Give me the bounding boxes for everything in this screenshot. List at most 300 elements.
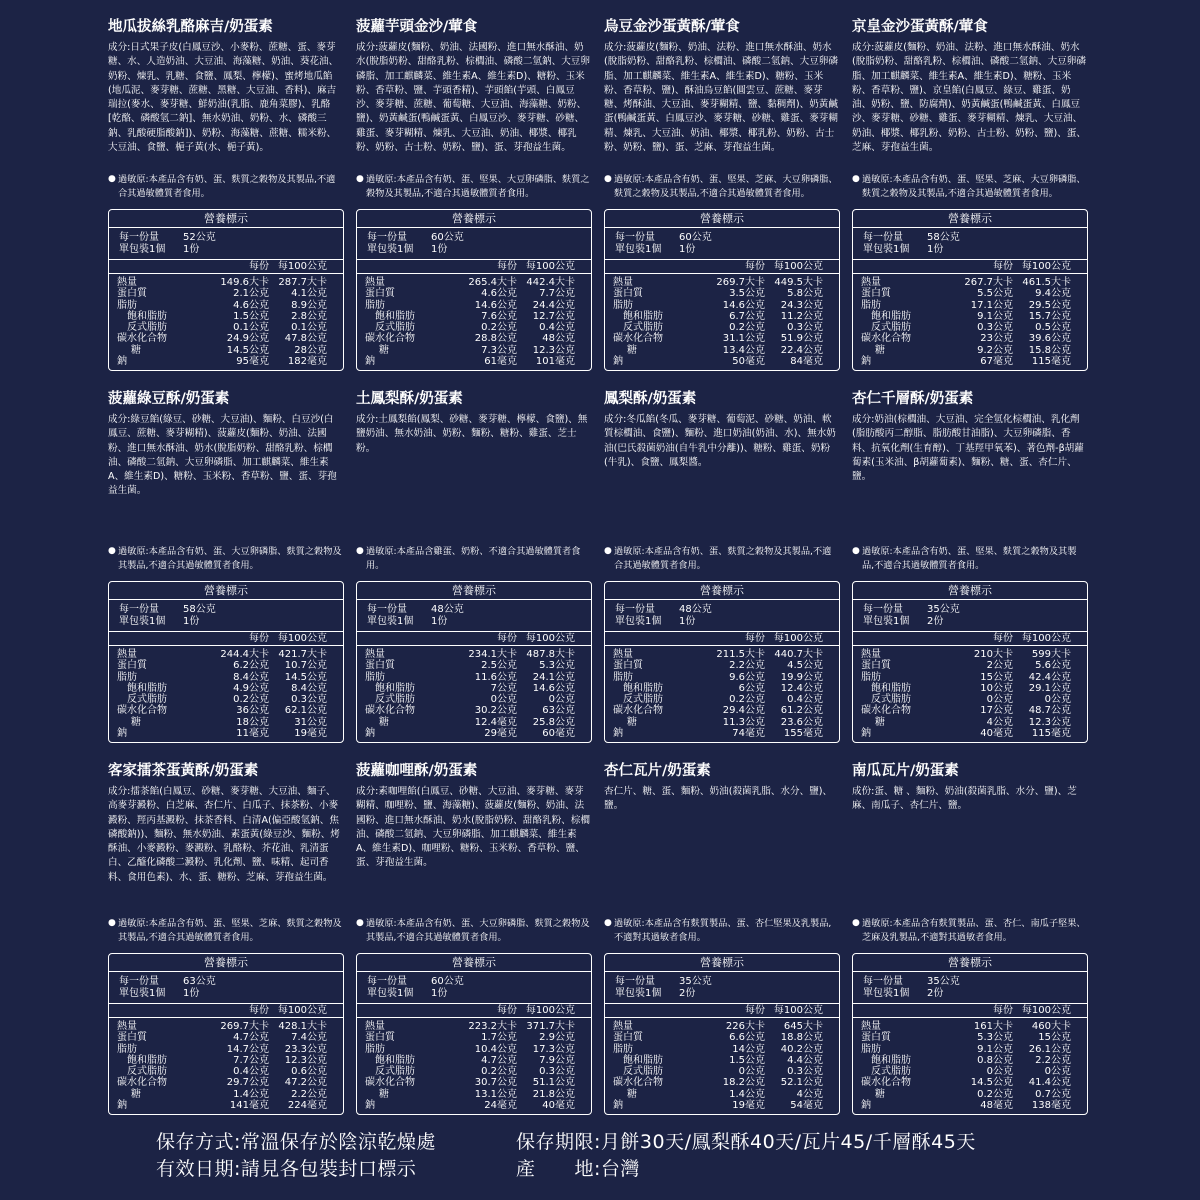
nutrient-per-100g: 31公克: [294, 716, 327, 728]
nutrient-name: 鈉: [117, 356, 127, 368]
product-panel: [356, 758, 604, 1112]
nutrient-per-serving: 40毫克: [980, 728, 1013, 740]
product-title: 杏仁千層酥/奶蛋素: [852, 391, 974, 407]
allergen-text: 過敏原:本產品含有麩質製品、蛋、杏仁堅果及乳製品,不適對其過敏者食用。: [614, 918, 832, 943]
column-headers: [853, 632, 1087, 646]
nutrient-per-serving: 11毫克: [236, 728, 269, 740]
pack-row: [615, 616, 829, 628]
nutrient-name: 鈉: [861, 728, 871, 740]
serving-info: [853, 972, 1087, 1004]
nutrient-row: [613, 333, 823, 344]
nutrient-name: 糖: [875, 344, 885, 356]
column-headers: [605, 632, 839, 646]
ingredients-text: 成分:冬瓜餡(冬瓜、麥芽糖、葡萄泥、砂糖、奶油、軟質棕櫚油、食鹽)、麵粉、進口奶油(奶油、水)、無水奶油(巴氏殺菌奶油(自牛乳中分離))、糖粉、雞蛋、奶粉(牛乳)、食鹽、鳳梨醬。: [604, 414, 836, 468]
nutrient-row: [117, 300, 327, 311]
nutrient-per-serving: 11.6公克: [474, 671, 517, 683]
nutrient-per-100g: 4.1公克: [291, 288, 327, 300]
nutrient-name: 熱量: [861, 1021, 881, 1032]
nutrient-per-100g: 487.8大卡: [526, 649, 575, 660]
serving-label: 每一份量: [615, 976, 655, 987]
nutrient-per-100g: 428.1大卡: [278, 1021, 327, 1032]
nutrient-per-serving: 18.2公克: [722, 1077, 765, 1089]
nutrient-name: 蛋白質: [365, 1032, 395, 1044]
nutrient-per-serving: 14.7公克: [226, 1043, 269, 1055]
nutrient-per-100g: 39.6公克: [1028, 333, 1071, 345]
nutrition-header: 營養標示: [605, 582, 839, 600]
nutrient-name: 鈉: [365, 728, 375, 740]
nutrient-row: [365, 311, 575, 322]
nutrition-rows: [109, 1018, 343, 1114]
nutrient-name: 碳水化合物: [861, 1077, 911, 1089]
nutrition-header: 營養標示: [109, 954, 343, 972]
product-title: 南瓜瓦片/奶蛋素: [852, 763, 959, 779]
allergen-text: 過敏原:本產品含雞蛋、奶粉、不適合其過敏體質者食用。: [366, 546, 581, 571]
pack-value: 1份: [431, 988, 448, 999]
nutrient-row: [365, 288, 575, 299]
pack-value: 2份: [927, 988, 944, 999]
product-title: 地瓜拔絲乳酪麻吉/奶蛋素: [108, 19, 273, 35]
nutrient-name: 碳水化合物: [861, 705, 911, 717]
serving-row: [863, 232, 1077, 244]
per-serving-header: 每份: [993, 261, 1013, 272]
nutrient-per-serving: 13.4公克: [722, 344, 765, 356]
nutrient-row: [861, 333, 1071, 344]
nutrient-row: [117, 705, 327, 716]
pack-value: 1份: [431, 244, 448, 255]
nutrient-per-serving: 0公克: [986, 694, 1013, 706]
nutrient-per-100g: 5.6公克: [1035, 660, 1071, 672]
nutrient-per-100g: 25.8公克: [532, 716, 575, 728]
product-panel: [852, 386, 1100, 740]
nutrient-per-100g: 7.7公克: [539, 288, 575, 300]
nutrient-per-serving: 9.1公克: [977, 310, 1013, 322]
nutrient-row: [613, 694, 823, 705]
nutrient-per-100g: 52.1公克: [780, 1077, 823, 1089]
nutrient-per-serving: 28.8公克: [474, 333, 517, 345]
nutrition-table: [604, 953, 840, 1115]
nutrient-per-100g: 54毫克: [790, 1100, 823, 1112]
nutrient-row: [365, 333, 575, 344]
nutrient-name: 糖: [379, 716, 389, 728]
column-headers: [605, 1004, 839, 1018]
nutrient-per-serving: 74毫克: [732, 728, 765, 740]
nutrient-per-serving: 14.6公克: [474, 299, 517, 311]
nutrient-row: [861, 705, 1071, 716]
nutrient-row: [861, 728, 1071, 739]
bullet-icon: ●: [852, 174, 860, 184]
nutrition-rows: [605, 646, 839, 742]
allergen-notice: [604, 545, 838, 575]
nutrient-row: [117, 1021, 327, 1032]
product-title: 土鳳梨酥/奶蛋素: [356, 391, 463, 407]
nutrient-row: [613, 1032, 823, 1043]
nutrient-per-100g: 61.2公克: [780, 705, 823, 717]
nutrient-per-100g: 48公克: [542, 333, 575, 345]
nutrient-row: [365, 1066, 575, 1077]
serving-value: 35公克: [927, 604, 960, 615]
per-serving-header: 每份: [249, 261, 269, 272]
per-100g-header: 每100公克: [525, 1005, 575, 1016]
nutrient-row: [613, 345, 823, 356]
nutrient-per-serving: 3.5公克: [729, 288, 765, 300]
product-title: 客家擂茶蛋黃酥/奶蛋素: [108, 763, 259, 779]
per-100g-header: 每100公克: [277, 633, 327, 644]
allergen-notice: [356, 917, 590, 947]
nutrient-name: 蛋白質: [861, 660, 891, 672]
serving-info: [853, 228, 1087, 260]
nutrient-row: [861, 322, 1071, 333]
nutrient-row: [861, 1100, 1071, 1111]
nutrition-table: [852, 581, 1088, 743]
serving-info: [605, 600, 839, 632]
nutrient-name: 飽和脂肪: [375, 682, 415, 694]
nutrition-header: 營養標示: [357, 210, 591, 228]
nutrient-per-100g: 138毫克: [1031, 1100, 1071, 1112]
per-100g-header: 每100公克: [525, 633, 575, 644]
nutrient-row: [117, 322, 327, 333]
per-serving-header: 每份: [497, 633, 517, 644]
nutrient-per-serving: 0.2公克: [729, 694, 765, 706]
nutrient-row: [613, 1055, 823, 1066]
nutrient-row: [117, 1077, 327, 1088]
nutrient-name: 飽和脂肪: [127, 682, 167, 694]
nutrient-row: [365, 322, 575, 333]
per-serving-header: 每份: [745, 261, 765, 272]
product-panel: [356, 386, 604, 740]
serving-row: [119, 976, 333, 988]
nutrient-per-serving: 2.2公克: [729, 660, 765, 672]
nutrient-per-serving: 4.6公克: [233, 299, 269, 311]
bullet-icon: ●: [356, 918, 364, 928]
nutrient-per-serving: 0.3公克: [977, 322, 1013, 334]
pack-label: 單包裝1個: [863, 616, 910, 627]
nutrient-name: 反式脂肪: [127, 1066, 167, 1078]
nutrient-per-100g: 449.5大卡: [774, 277, 823, 288]
nutrient-name: 糖: [627, 716, 637, 728]
nutrient-per-100g: 40.2公克: [780, 1043, 823, 1055]
nutrient-per-serving: 13.1公克: [474, 1088, 517, 1100]
nutrient-per-100g: 4.5公克: [787, 660, 823, 672]
nutrient-row: [117, 1089, 327, 1100]
nutrient-name: 脂肪: [861, 671, 881, 683]
per-100g-header: 每100公克: [773, 1005, 823, 1016]
nutrient-per-serving: 29毫克: [484, 728, 517, 740]
ingredients-text: 成分:菠蘿皮(麵粉、奶油、法粉、進口無水酥油、奶水(脫脂奶粉、甜酪乳粉、棕櫚油、磷酸二氫鈉、大豆卵磷脂、加工麒麟菜、維生素A、維生素D)、糖粉、玉米粉、香草粉、鹽)、京皇餡(白鳳豆、綠豆、雞蛋、奶油、奶粉、鹽、防腐劑)、奶黃鹹蛋(鴨鹹蛋黃、白鳳豆沙、麥芽糖、砂糖、雞蛋、麥芽糊精、煉乳、大豆油、奶油、椰漿、椰乳粉、奶粉、古士粉、奶粉、鹽)、蛋、芝麻、芽孢益生菌。: [852, 42, 1086, 154]
nutrient-per-100g: 10.7公克: [284, 660, 327, 672]
nutrient-name: 脂肪: [613, 671, 633, 683]
nutrient-per-100g: 22.4公克: [780, 344, 823, 356]
nutrient-name: 脂肪: [613, 299, 633, 311]
nutrition-rows: [109, 274, 343, 370]
nutrient-per-100g: 12.3公克: [284, 1054, 327, 1066]
nutrient-row: [365, 694, 575, 705]
nutrient-row: [613, 683, 823, 694]
nutrient-name: 熱量: [861, 277, 881, 288]
serving-value: 60公克: [679, 232, 712, 243]
nutrient-name: 熱量: [117, 1021, 137, 1032]
nutrient-name: 碳水化合物: [117, 1077, 167, 1089]
nutrient-name: 鈉: [365, 1100, 375, 1112]
nutrient-per-100g: 599大卡: [1031, 649, 1071, 660]
nutrient-per-100g: 24.4公克: [532, 299, 575, 311]
nutrient-per-100g: 101毫克: [535, 356, 575, 368]
nutrient-per-100g: 48.7公克: [1028, 705, 1071, 717]
nutrient-name: 鈉: [861, 356, 871, 368]
nutrient-name: 飽和脂肪: [375, 310, 415, 322]
allergen-text: 過敏原:本產品含有奶、蛋、大豆卵磷脂、麩質之穀物及其製品,不適合其過敏體質者食用。: [118, 546, 342, 571]
nutrient-per-100g: 24.3公克: [780, 299, 823, 311]
nutrient-per-serving: 4.9公克: [233, 682, 269, 694]
nutrient-per-serving: 6.6公克: [729, 1032, 765, 1044]
nutrient-name: 脂肪: [613, 1043, 633, 1055]
product-panel: [852, 14, 1100, 368]
pack-row: [119, 616, 333, 628]
nutrient-name: 反式脂肪: [871, 1066, 911, 1078]
product-panel: [108, 14, 356, 368]
serving-row: [615, 232, 829, 244]
nutrient-per-100g: 115毫克: [1031, 728, 1071, 740]
shelf-life-info: 保存期限:月餅30天/鳳梨酥40天/瓦片45/千層酥45天: [516, 1131, 976, 1153]
nutrient-per-100g: 0.5公克: [1035, 322, 1071, 334]
nutrient-row: [861, 1044, 1071, 1055]
nutrient-name: 熱量: [613, 1021, 633, 1032]
nutrient-row: [861, 300, 1071, 311]
allergen-text: 過敏原:本產品含有奶、蛋、堅果、麩質之穀物及其製品,不適合其過敏體質者食用。: [862, 546, 1077, 571]
nutrient-name: 反式脂肪: [375, 1066, 415, 1078]
nutrient-per-100g: 14.5公克: [284, 671, 327, 683]
nutrient-row: [365, 345, 575, 356]
nutrient-name: 糖: [627, 1088, 637, 1100]
nutrient-per-serving: 15公克: [980, 671, 1013, 683]
ingredients-text: 成分:素咖哩餡(白鳳豆、砂糖、大豆油、麥芽糖、麥芽糊精、咖哩粉、鹽、海藻糖)、菠蘿皮(麵粉、奶油、法國粉、進口無水酥油、奶水(脫脂奶粉、甜酪乳粉、棕櫚油、磷酸二氫鈉、大豆卵磷脂、加工麒麟菜、維生素A、維生素D)、咖哩粉、糖粉、玉米粉、香草粉、鹽、蛋、芽孢益生菌。: [356, 786, 590, 869]
nutrient-name: 熱量: [613, 277, 633, 288]
nutrient-per-serving: 5.3公克: [977, 1032, 1013, 1044]
pack-label: 單包裝1個: [367, 988, 414, 999]
nutrient-name: 蛋白質: [613, 1032, 643, 1044]
nutrient-name: 飽和脂肪: [623, 682, 663, 694]
per-100g-header: 每100公克: [773, 633, 823, 644]
allergen-notice: [356, 545, 590, 575]
nutrient-row: [365, 1044, 575, 1055]
nutrient-row: [365, 660, 575, 671]
bullet-icon: ●: [852, 546, 860, 556]
nutrient-per-100g: 7.4公克: [291, 1032, 327, 1044]
nutrient-name: 脂肪: [117, 1043, 137, 1055]
nutrient-per-serving: 14.5公克: [226, 344, 269, 356]
nutrient-name: 熱量: [117, 649, 137, 660]
nutrient-row: [117, 717, 327, 728]
nutrient-per-100g: 15.7公克: [1028, 310, 1071, 322]
nutrient-name: 反式脂肪: [871, 322, 911, 334]
nutrient-per-100g: 17.3公克: [532, 1043, 575, 1055]
nutrient-per-100g: 460大卡: [1031, 1021, 1071, 1032]
column-headers: [605, 260, 839, 274]
nutrient-per-serving: 50毫克: [732, 356, 765, 368]
nutrition-rows: [605, 1018, 839, 1114]
nutrient-name: 糖: [627, 344, 637, 356]
nutrient-per-serving: 23公克: [980, 333, 1013, 345]
nutrient-per-100g: 224毫克: [287, 1100, 327, 1112]
nutrient-per-serving: 30.2公克: [474, 705, 517, 717]
serving-info: [109, 972, 343, 1004]
bullet-icon: ●: [852, 918, 860, 928]
nutrient-per-100g: 11.2公克: [780, 310, 823, 322]
nutrient-name: 碳水化合物: [117, 333, 167, 345]
nutrient-row: [117, 1032, 327, 1043]
nutrient-per-serving: 0.2公克: [481, 1066, 517, 1078]
nutrient-per-serving: 14.5公克: [970, 1077, 1013, 1089]
nutrient-name: 糖: [379, 344, 389, 356]
nutrient-per-serving: 29.7公克: [226, 1077, 269, 1089]
serving-value: 60公克: [431, 976, 464, 987]
bullet-icon: ●: [108, 174, 116, 184]
nutrient-per-100g: 0.3公克: [291, 694, 327, 706]
allergen-notice: [604, 917, 838, 947]
nutrient-per-100g: 19毫克: [294, 728, 327, 740]
nutrient-per-100g: 18.8公克: [780, 1032, 823, 1044]
nutrient-name: 飽和脂肪: [871, 682, 911, 694]
per-serving-header: 每份: [249, 633, 269, 644]
nutrient-name: 碳水化合物: [365, 705, 415, 717]
allergen-notice: [108, 917, 342, 947]
nutrient-name: 飽和脂肪: [623, 310, 663, 322]
nutrition-table: [356, 209, 592, 371]
nutrition-header: 營養標示: [357, 954, 591, 972]
nutrient-name: 反式脂肪: [871, 694, 911, 706]
nutrient-name: 鈉: [613, 356, 623, 368]
nutrient-per-100g: 8.9公克: [291, 299, 327, 311]
allergen-notice: [852, 917, 1086, 947]
per-serving-header: 每份: [497, 261, 517, 272]
serving-row: [863, 976, 1077, 988]
nutrient-name: 鈉: [117, 728, 127, 740]
nutrient-per-serving: 9.6公克: [729, 671, 765, 683]
nutrient-per-serving: 48毫克: [980, 1100, 1013, 1112]
nutrition-rows: [357, 646, 591, 742]
nutrition-header: 營養標示: [109, 582, 343, 600]
nutrition-table: [604, 581, 840, 743]
nutrient-per-serving: 0.1公克: [233, 322, 269, 334]
nutrient-name: 飽和脂肪: [623, 1054, 663, 1066]
ingredients-text: 成分:菠蘿皮(麵粉、奶油、法國粉、進口無水酥油、奶水(脫脂奶粉、甜酪乳粉、棕櫚油、磷酸二氫鈉、大豆卵磷脂、加工麒麟菜、維生素A、維生素D)、糖粉、玉米粉、香草粉、鹽、芋頭香精)、芋頭餡(芋頭、白鳳豆沙、麥芽糖、蔗糖、葡萄糖、大豆油、海藻糖、奶粉、鹽)、奶黃鹹蛋(鴨鹹蛋黃、白鳳豆沙、麥芽糖、砂糖、雞蛋、麥芽糊精、煉乳、大豆油、奶油、椰漿、椰乳粉、奶粉、古士粉、奶粉、鹽)、蛋、芽孢益生菌。: [356, 42, 590, 154]
allergen-text: 過敏原:本產品含有奶、蛋、堅果、芝麻、麩質之穀物及其製品,不適合其過敏體質者食用。: [118, 918, 342, 943]
allergen-notice: [108, 173, 342, 203]
nutrition-table: [356, 953, 592, 1115]
nutrient-row: [117, 694, 327, 705]
nutrient-name: 鈉: [613, 1100, 623, 1112]
serving-label: 每一份量: [367, 232, 407, 243]
nutrient-row: [861, 345, 1071, 356]
pack-row: [367, 988, 581, 1000]
pack-label: 單包裝1個: [119, 244, 166, 255]
nutrient-per-100g: 645大卡: [783, 1021, 823, 1032]
nutrient-row: [117, 345, 327, 356]
nutrient-name: 糖: [131, 716, 141, 728]
nutrient-row: [861, 660, 1071, 671]
nutrient-per-serving: 24.9公克: [226, 333, 269, 345]
allergen-text: 過敏原:本產品含有奶、蛋、麩質之穀物及其製品,不適合其過敏體質者食用。: [118, 174, 336, 199]
nutrient-per-100g: 0.3公克: [787, 1066, 823, 1078]
serving-value: 48公克: [679, 604, 712, 615]
nutrient-per-serving: 8.4公克: [233, 671, 269, 683]
nutrient-row: [861, 672, 1071, 683]
storage-info: 保存方式:常溫保存於陰涼乾燥處: [156, 1131, 436, 1153]
pack-value: 2份: [927, 616, 944, 627]
nutrient-row: [117, 333, 327, 344]
allergen-notice: [604, 173, 838, 203]
ingredients-text: 成分:綠豆餡(綠豆、砂糖、大豆油)、麵粉、白豆沙(白鳳豆、蔗糖、麥芽糊精)、菠蘿皮(麵粉、奶油、法國粉、進口無水酥油、奶水(脫脂奶粉、甜酪乳粉、棕櫚油、磷酸二氫鈉、大豆卵磷脂、加工麒麟菜、維生素A、維生素D)、糖粉、玉米粉、香草粉、鹽、蛋、芽孢益生菌。: [108, 414, 337, 497]
allergen-text: 過敏原:本產品含有奶、蛋、堅果、大豆卵磷脂、麩質之穀物及其製品,不適合其過敏體質者食用。: [366, 174, 590, 199]
nutrient-name: 反式脂肪: [127, 322, 167, 334]
nutrient-per-100g: 2.2公克: [291, 1088, 327, 1100]
nutrient-per-100g: 421.7大卡: [278, 649, 327, 660]
serving-info: [605, 972, 839, 1004]
product-grid: [108, 14, 1100, 1110]
nutrient-per-100g: 15公克: [1038, 1032, 1071, 1044]
nutrient-row: [117, 356, 327, 367]
product-panel: [604, 14, 852, 368]
nutrient-per-serving: 7.3公克: [481, 344, 517, 356]
per-serving-header: 每份: [745, 1005, 765, 1016]
nutrient-row: [861, 1089, 1071, 1100]
nutrient-per-100g: 29.5公克: [1028, 299, 1071, 311]
serving-label: 每一份量: [119, 976, 159, 987]
nutrient-row: [365, 277, 575, 288]
nutrient-per-serving: 6.2公克: [233, 660, 269, 672]
pack-label: 單包裝1個: [119, 988, 166, 999]
nutrient-per-100g: 29.1公克: [1028, 682, 1071, 694]
nutrient-per-serving: 9.1公克: [977, 1043, 1013, 1055]
nutrient-row: [365, 705, 575, 716]
ingredients-text: 成分:日式果子皮(白鳳豆沙、小麥粉、蔗糖、蛋、麥芽糖、水、人造奶油、大豆油、海藻糖、奶油、葵花油、奶粉、煉乳、乳糖、食鹽、鳳梨、檸檬)、蜜烤地瓜餡(地瓜泥、麥芽糖、蔗糖、黑糖、大豆油、香料)、麻吉瑞拉(麥水、麥芽糖、鮮奶油(乳脂、鹿角菜膠)、乳酪[乾酪、磷酸氫二鈉]、無水奶油、奶粉、水、磷酸三鈉、乳酸硬脂酸鈉])、奶粉、海藻糖、蔗糖、糯米粉、大豆油、食鹽、梔子黃(水、梔子黃)。: [108, 42, 339, 154]
nutrient-name: 飽和脂肪: [375, 1054, 415, 1066]
nutrient-row: [613, 311, 823, 322]
nutrient-per-serving: 95毫克: [236, 356, 269, 368]
nutrient-name: 反式脂肪: [623, 1066, 663, 1078]
nutrient-per-serving: 4.7公克: [233, 1032, 269, 1044]
nutrient-per-100g: 47.2公克: [284, 1077, 327, 1089]
nutrient-per-serving: 4.6公克: [481, 288, 517, 300]
product-title: 菠蘿咖哩酥/奶蛋素: [356, 763, 478, 779]
bullet-icon: ●: [604, 918, 612, 928]
per-100g-header: 每100公克: [277, 261, 327, 272]
nutrient-name: 飽和脂肪: [871, 1054, 911, 1066]
per-100g-header: 每100公克: [1021, 261, 1071, 272]
nutrient-row: [613, 300, 823, 311]
pack-value: 1份: [183, 988, 200, 999]
nutrition-table: [108, 953, 344, 1115]
nutrient-per-100g: 23.3公克: [284, 1043, 327, 1055]
nutrient-per-100g: 15.8公克: [1028, 344, 1071, 356]
nutrient-row: [365, 356, 575, 367]
allergen-text: 過敏原:本產品含有奶、蛋、堅果、芝麻、大豆卵磷脂、麩質之穀物及其製品,不適合其過敏體質者食用。: [614, 174, 838, 199]
nutrient-per-100g: 115毫克: [1031, 356, 1071, 368]
nutrient-per-100g: 5.8公克: [787, 288, 823, 300]
nutrient-name: 脂肪: [365, 1043, 385, 1055]
nutrient-row: [613, 672, 823, 683]
nutrient-per-serving: 4.7公克: [481, 1054, 517, 1066]
product-panel: [356, 14, 604, 368]
nutrient-per-serving: 4公克: [986, 716, 1013, 728]
nutrient-name: 熱量: [117, 277, 137, 288]
nutrient-name: 熱量: [365, 1021, 385, 1032]
product-title: 鳳梨酥/奶蛋素: [604, 391, 697, 407]
nutrient-per-serving: 6公克: [738, 682, 765, 694]
serving-row: [367, 232, 581, 244]
bullet-icon: ●: [604, 174, 612, 184]
expiry-info: 有效日期:請見各包裝封口標示: [156, 1158, 417, 1180]
nutrition-table: [108, 209, 344, 371]
